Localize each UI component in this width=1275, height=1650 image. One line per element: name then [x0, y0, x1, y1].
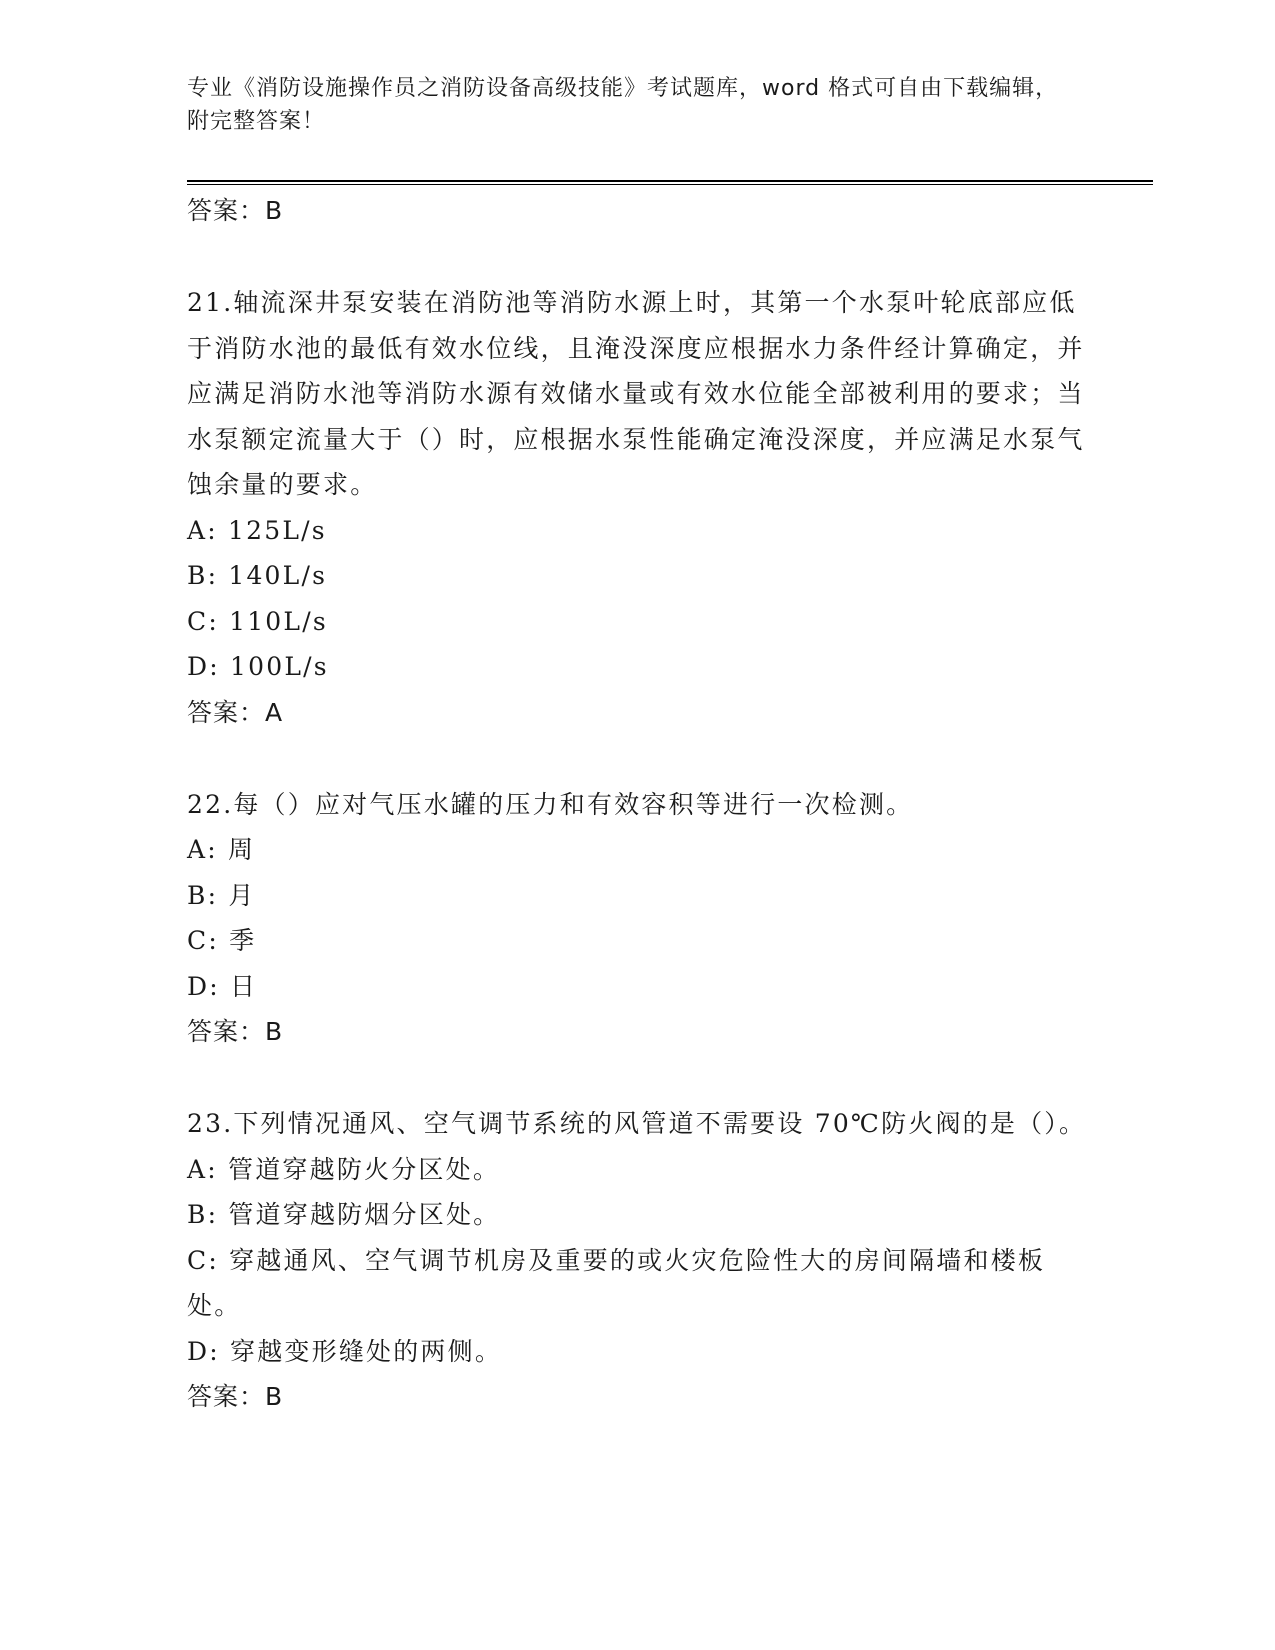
option-d: D: 日: [187, 971, 258, 1001]
option-b: B: 管道穿越防烟分区处。: [187, 1200, 501, 1229]
option-a: A: 周: [187, 835, 256, 864]
question-stem: 22.每（）应对气压水罐的压力和有效容积等进行一次检测。: [187, 789, 914, 819]
option-b: B: 140L/s: [187, 561, 328, 590]
question-21: [187, 280, 1087, 736]
option-c: C: 穿越通风、空气调节机房及重要的或火灾危险性大的房间隔墙和楼板处。: [187, 1245, 1046, 1320]
question-stem: 21.轴流深井泵安装在消防池等消防水源上时，其第一个水泵叶轮底部应低于消防水池的最低有效水位线，且淹没深度应根据水力条件经计算确定，并应满足消防水池等消防水源有效储水量或有效水位能全部被利用的要求；当水泵额定流量大于（）时，应根据水泵性能确定淹没深度，并应满足水泵气蚀余量的要求。: [187, 288, 1085, 499]
option-d: D: 穿越变形缝处的两侧。: [187, 1336, 503, 1366]
question-22: [187, 782, 1087, 1056]
page-header: 专业《消防设施操作员之消防设备高级技能》考试题库，word 格式可自由下载编辑，附完整答案！: [187, 76, 1059, 134]
option-c: C: 季: [187, 926, 257, 955]
option-b: B: 月: [187, 880, 256, 910]
answer-line: 答案：A: [187, 697, 284, 727]
question-stem: 23.下列情况通风、空气调节系统的风管道不需要设 70℃防火阀的是（）。: [187, 1109, 1087, 1138]
question-list: [187, 188, 1087, 1420]
option-a: A: 管道穿越防火分区处。: [187, 1154, 501, 1184]
option-c: C: 110L/s: [187, 606, 328, 636]
header-divider: [187, 180, 1153, 186]
answer-line: 答案：B: [187, 196, 284, 225]
option-d: D: 100L/s: [187, 652, 329, 681]
question-23: [187, 1101, 1087, 1420]
option-a: A: 125L/s: [187, 515, 327, 545]
answer-line: 答案：B: [187, 1017, 284, 1046]
answer-line: 答案：B: [187, 1382, 284, 1411]
